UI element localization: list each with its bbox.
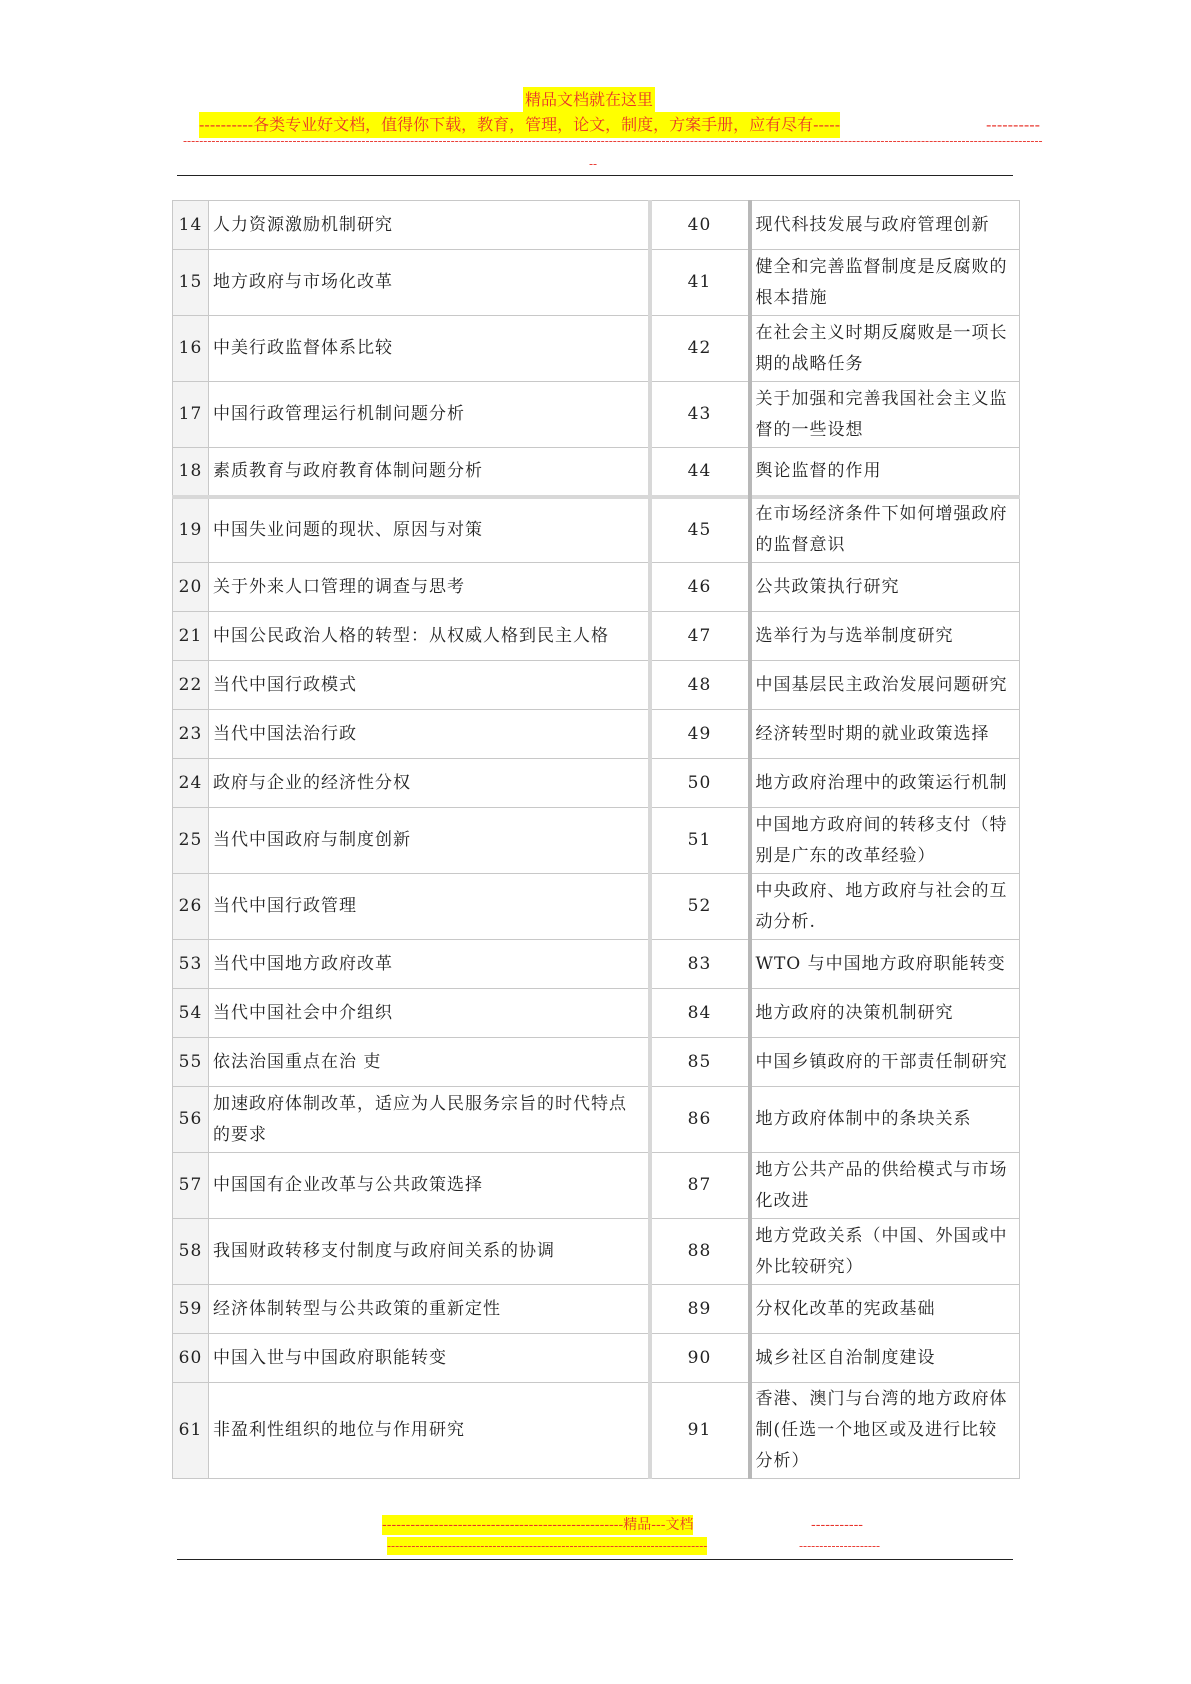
right-topic-cell: 地方党政关系（中国、外国或中外比较研究）	[750, 1219, 1020, 1285]
right-number-cell: 43	[650, 382, 750, 448]
left-number-cell: 15	[173, 250, 209, 316]
left-topic-cell: 当代中国法治行政	[209, 710, 650, 759]
footer-rule	[177, 1559, 1013, 1560]
left-number-cell: 60	[173, 1334, 209, 1383]
left-topic-cell: 中国行政管理运行机制问题分析	[209, 382, 650, 448]
left-topic-cell: 当代中国行政模式	[209, 661, 650, 710]
table-row	[173, 201, 1020, 250]
left-number-cell: 21	[173, 612, 209, 661]
right-number-cell: 44	[650, 448, 750, 497]
left-number-cell: 16	[173, 316, 209, 382]
left-topic-cell: 当代中国政府与制度创新	[209, 808, 650, 874]
right-number-cell: 40	[650, 201, 750, 250]
table-row	[173, 874, 1020, 940]
right-number-cell: 84	[650, 989, 750, 1038]
right-topic-cell: 在市场经济条件下如何增强政府的监督意识	[750, 497, 1020, 563]
table-row	[173, 808, 1020, 874]
right-number-cell: 50	[650, 759, 750, 808]
header-title: 精品文档就在这里	[523, 87, 655, 113]
left-topic-cell: 中国失业问题的现状、原因与对策	[209, 497, 650, 563]
right-number-cell: 41	[650, 250, 750, 316]
header-slogan	[199, 112, 1041, 138]
right-number-cell: 88	[650, 1219, 750, 1285]
table-row	[173, 1334, 1020, 1383]
right-number-cell: 48	[650, 661, 750, 710]
footer-line-tail: -----------	[811, 1517, 864, 1533]
header-slogan-text: ----------各类专业好文档，值得你下载，教育，管理，论文，制度，方案手册，应有尽有-----	[199, 115, 841, 134]
table-row	[173, 1219, 1020, 1285]
table-row	[173, 563, 1020, 612]
right-number-cell: 49	[650, 710, 750, 759]
header-dash-small: --	[589, 157, 598, 171]
left-number-cell: 25	[173, 808, 209, 874]
left-topic-cell: 素质教育与政府教育体制问题分析	[209, 448, 650, 497]
table-row	[173, 759, 1020, 808]
footer-line: ---------------------------------------------------精品---文档	[382, 1517, 694, 1533]
right-topic-cell: 健全和完善监督制度是反腐败的根本措施	[750, 250, 1020, 316]
right-topic-cell: 在社会主义时期反腐败是一项长期的战略任务	[750, 316, 1020, 382]
right-topic-cell: 香港、澳门与台湾的地方政府体制(任选一个地区或及进行比较分析）	[750, 1383, 1020, 1479]
right-number-cell: 46	[650, 563, 750, 612]
right-topic-cell: 经济转型时期的就业政策选择	[750, 710, 1020, 759]
right-number-cell: 87	[650, 1153, 750, 1219]
right-topic-cell: 地方政府的决策机制研究	[750, 989, 1020, 1038]
right-number-cell: 52	[650, 874, 750, 940]
table-row	[173, 1153, 1020, 1219]
table-row	[173, 1038, 1020, 1087]
right-topic-cell: 舆论监督的作用	[750, 448, 1020, 497]
right-topic-cell: 中国乡镇政府的干部责任制研究	[750, 1038, 1020, 1087]
right-number-cell: 47	[650, 612, 750, 661]
header-slogan-tail: ----------	[986, 112, 1040, 138]
left-topic-cell: 当代中国行政管理	[209, 874, 650, 940]
left-topic-cell: 加速政府体制改革，适应为人民服务宗旨的时代特点的要求	[209, 1087, 650, 1153]
left-topic-cell: 人力资源激励机制研究	[209, 201, 650, 250]
right-number-cell: 85	[650, 1038, 750, 1087]
left-number-cell: 19	[173, 497, 209, 563]
table-row	[173, 612, 1020, 661]
header-dash-line: --------------------------------------------------------------------------------------------------------------------------------------------------------------------------------------------------------------------	[183, 136, 1043, 146]
left-topic-cell: 经济体制转型与公共政策的重新定性	[209, 1285, 650, 1334]
table-row	[173, 448, 1020, 497]
table-row	[173, 1383, 1020, 1479]
left-number-cell: 17	[173, 382, 209, 448]
right-topic-cell: 中国基层民主政治发展问题研究	[750, 661, 1020, 710]
table-row	[173, 1087, 1020, 1153]
left-number-cell: 57	[173, 1153, 209, 1219]
right-topic-cell: 地方公共产品的供给模式与市场化改进	[750, 1153, 1020, 1219]
left-topic-cell: 非盈利性组织的地位与作用研究	[209, 1383, 650, 1479]
left-number-cell: 14	[173, 201, 209, 250]
left-number-cell: 24	[173, 759, 209, 808]
right-topic-cell: 分权化改革的宪政基础	[750, 1285, 1020, 1334]
right-number-cell: 90	[650, 1334, 750, 1383]
table-row	[173, 710, 1020, 759]
left-topic-cell: 中国国有企业改革与公共政策选择	[209, 1153, 650, 1219]
right-topic-cell: 公共政策执行研究	[750, 563, 1020, 612]
right-topic-cell: 关于加强和完善我国社会主义监督的一些设想	[750, 382, 1020, 448]
left-topic-cell: 中国入世与中国政府职能转变	[209, 1334, 650, 1383]
left-number-cell: 59	[173, 1285, 209, 1334]
table-row	[173, 316, 1020, 382]
right-number-cell: 45	[650, 497, 750, 563]
right-number-cell: 83	[650, 940, 750, 989]
right-topic-cell: 现代科技发展与政府管理创新	[750, 201, 1020, 250]
topic-table	[172, 200, 1020, 1479]
left-number-cell: 23	[173, 710, 209, 759]
left-number-cell: 18	[173, 448, 209, 497]
topic-table-body	[173, 201, 1020, 1479]
right-number-cell: 86	[650, 1087, 750, 1153]
right-topic-cell: 地方政府体制中的条块关系	[750, 1087, 1020, 1153]
table-row	[173, 1285, 1020, 1334]
left-topic-cell: 我国财政转移支付制度与政府间关系的协调	[209, 1219, 650, 1285]
left-number-cell: 20	[173, 563, 209, 612]
left-number-cell: 61	[173, 1383, 209, 1479]
table-row	[173, 382, 1020, 448]
right-topic-cell: WTO 与中国地方政府职能转变	[750, 940, 1020, 989]
left-number-cell: 53	[173, 940, 209, 989]
footer-dash-line: -------------------------------------------------------------------------------	[387, 1539, 708, 1553]
left-topic-cell: 关于外来人口管理的调查与思考	[209, 563, 650, 612]
left-topic-cell: 依法治国重点在治 吏	[209, 1038, 650, 1087]
right-number-cell: 89	[650, 1285, 750, 1334]
left-topic-cell: 当代中国社会中介组织	[209, 989, 650, 1038]
table-row	[173, 250, 1020, 316]
right-topic-cell: 中央政府、地方政府与社会的互动分析.	[750, 874, 1020, 940]
right-topic-cell: 中国地方政府间的转移支付（特别是广东的改革经验）	[750, 808, 1020, 874]
right-number-cell: 91	[650, 1383, 750, 1479]
left-number-cell: 54	[173, 989, 209, 1038]
left-number-cell: 26	[173, 874, 209, 940]
table-row	[173, 661, 1020, 710]
header-rule	[177, 175, 1013, 176]
left-topic-cell: 中国公民政治人格的转型：从权威人格到民主人格	[209, 612, 650, 661]
right-topic-cell: 城乡社区自治制度建设	[750, 1334, 1020, 1383]
right-number-cell: 42	[650, 316, 750, 382]
left-number-cell: 56	[173, 1087, 209, 1153]
left-number-cell: 58	[173, 1219, 209, 1285]
footer-dash-tail: --------------------	[799, 1539, 881, 1553]
left-number-cell: 22	[173, 661, 209, 710]
right-topic-cell: 选举行为与选举制度研究	[750, 612, 1020, 661]
left-topic-cell: 当代中国地方政府改革	[209, 940, 650, 989]
right-number-cell: 51	[650, 808, 750, 874]
table-row	[173, 989, 1020, 1038]
left-topic-cell: 中美行政监督体系比较	[209, 316, 650, 382]
left-number-cell: 55	[173, 1038, 209, 1087]
left-topic-cell: 政府与企业的经济性分权	[209, 759, 650, 808]
right-topic-cell: 地方政府治理中的政策运行机制	[750, 759, 1020, 808]
left-topic-cell: 地方政府与市场化改革	[209, 250, 650, 316]
table-row	[173, 940, 1020, 989]
table-row	[173, 497, 1020, 563]
